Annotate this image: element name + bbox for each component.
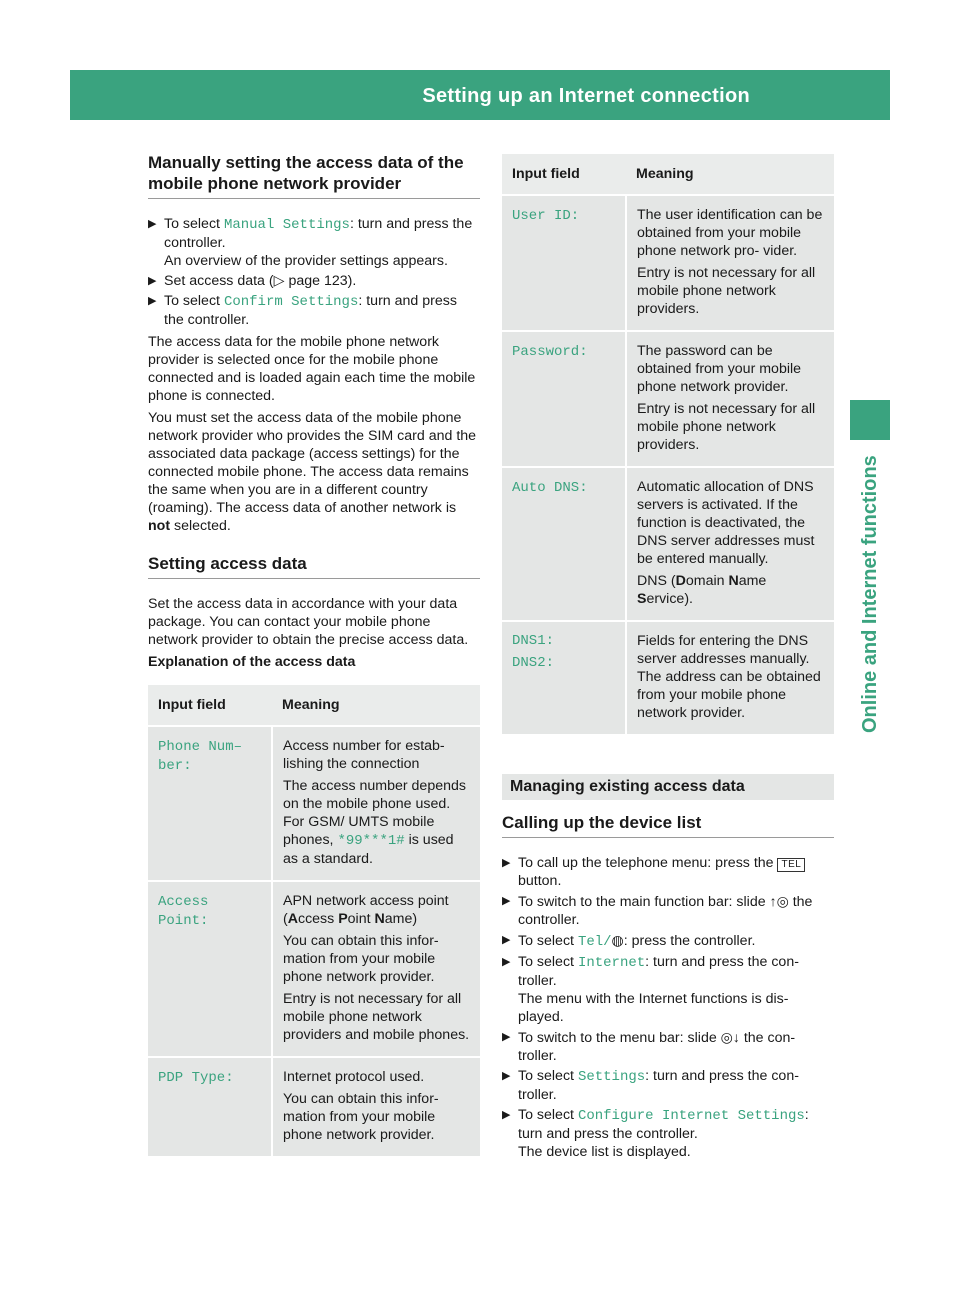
field-user-id: User ID: — [512, 208, 580, 224]
paragraph-access-data-loaded: The access data for the mobile phone network provider is selected once for the mobile phone connected and is loaded again each time the mobile phone is connected. — [148, 334, 476, 404]
step-select-tel: ▶ To select Tel/◍: press the controller. — [502, 932, 756, 950]
step-confirm-settings: ▶ To select Confirm Settings: turn and press the controller. — [148, 293, 457, 328]
table-row: User ID: The user identification can be obtained from your mobile phone network pro- vider. Entry is not necessary for all mobile phone network providers. — [502, 195, 834, 331]
step-result: The device list is displayed. — [518, 1144, 691, 1160]
field-password: Password: — [512, 344, 588, 360]
step-arrow-icon: ▶ — [502, 895, 511, 907]
header-divider — [902, 80, 904, 116]
step-arrow-icon: ▶ — [502, 956, 511, 968]
side-tab-marker — [850, 400, 890, 440]
column-header-meaning: Meaning — [626, 154, 834, 195]
access-data-table — [148, 685, 480, 1158]
running-header-title: Setting up an Internet connection — [422, 85, 750, 107]
tel-button-icon: TEL — [777, 858, 805, 872]
step-arrow-icon: ▶ — [502, 857, 511, 869]
menu-item-confirm-settings: Confirm Settings — [223, 294, 359, 310]
table-row: Password: The password can be obtained from your mobile phone network provider. Entry is not necessary for all mobile phone network providers. — [502, 331, 834, 467]
field-pdp-type: PDP Type: — [158, 1070, 234, 1086]
field-access-point: Access Point: — [158, 894, 209, 929]
step-arrow-icon: ▶ — [502, 1109, 511, 1121]
step-menu-bar: ▶ To switch to the menu bar: slide ◎↓ the con- troller. — [502, 1029, 796, 1064]
step-open-telephone-menu: ▶ To call up the telephone menu: press the TEL button. — [502, 854, 834, 890]
menu-item-tel: Tel/ — [577, 934, 612, 950]
step-select-settings: ▶ To select Settings: turn and press the con- troller. — [502, 1068, 799, 1103]
section-title-manual-settings: Manually setting the access data of the mobile phone network provider — [148, 152, 480, 199]
step-arrow-icon: ▶ — [148, 295, 157, 307]
step-arrow-icon: ▶ — [148, 218, 157, 230]
field-dns2: DNS2: — [512, 655, 555, 671]
controller-slide-down-icon: ◎↓ — [720, 1029, 740, 1045]
section-heading-managing-access-data: Managing existing access data — [502, 774, 834, 800]
step-result: The menu with the Internet functions is dis- played. — [518, 991, 789, 1025]
step-configure-internet-settings: ▶ To select Configure Internet Settings: turn and press the controller. The device list is displayed. — [502, 1106, 834, 1161]
step-main-function-bar: ▶ To switch to the main function bar: slide ↑◎ the controller. — [502, 893, 813, 928]
header-bar — [70, 70, 946, 120]
table-header-row — [502, 154, 834, 195]
paragraph-set-access-data: You must set the access data of the mobile phone network provider who provides the SIM card and the associated data package (access settings) for the connected mobile phone. The access data remains the same when you are in a different country (roaming). The access data of another network is not selected. — [148, 410, 477, 534]
table-header-row — [148, 685, 480, 726]
globe-icon: ◍ — [611, 932, 624, 948]
table-row: Auto DNS: Automatic allocation of DNS servers is activated. If the function is deactivated, the DNS server addresses must be entered manually. DNS (Domain Name Service). — [502, 467, 834, 621]
access-data-table-continued — [502, 154, 834, 736]
menu-item-manual-settings: Manual Settings — [223, 217, 350, 233]
table-caption: Explanation of the access data — [148, 654, 356, 670]
step-arrow-icon: ▶ — [148, 275, 157, 287]
field-phone-number: Phone Num– ber: — [158, 739, 243, 774]
menu-item-settings: Settings — [577, 1069, 646, 1085]
step-select-internet: ▶ To select Internet: turn and press the con- troller. The menu with the Internet functions is dis- played. — [502, 953, 834, 1026]
field-dns1: DNS1: — [512, 633, 555, 649]
column-header-input-field: Input field — [502, 154, 626, 195]
section-title-setting-access-data: Setting access data — [148, 553, 480, 579]
step-set-access-data: ▶ Set access data (▷ page 123). — [148, 273, 357, 289]
controller-slide-up-icon: ↑◎ — [769, 893, 789, 909]
dial-code: *99***1# — [337, 833, 405, 849]
step-result: An overview of the provider settings appears. — [164, 253, 448, 269]
table-row: DNS1: DNS2: Fields for entering the DNS server addresses manually. The address can be obtained from your mobile phone network provider. — [502, 621, 834, 735]
table-row: Access Point: APN network access point (Access Point Name) You can obtain this infor- mation from your mobile phone network provider. Entry is not necessary for all mobile phone network providers and mobile phones. — [148, 881, 480, 1057]
right-column — [502, 154, 834, 1163]
menu-item-configure-internet-settings: Configure Internet Settings — [577, 1108, 805, 1124]
field-auto-dns: Auto DNS: — [512, 480, 588, 496]
section-title-device-list: Calling up the device list — [502, 812, 834, 838]
column-header-input-field: Input field — [148, 685, 272, 726]
side-tab-label: Online and Internet functions — [859, 455, 881, 733]
step-arrow-icon: ▶ — [502, 934, 511, 946]
step-select-manual-settings: ▶ To select Manual Settings: turn and press the controller. An overview of the provider settings appears. — [148, 215, 480, 270]
step-arrow-icon: ▶ — [502, 1070, 511, 1082]
table-row: PDP Type: Internet protocol used. You can obtain this infor- mation from your mobile phone network provider. — [148, 1057, 480, 1157]
column-header-meaning: Meaning — [272, 685, 480, 726]
table-row: Phone Num– ber: Access number for estab- lishing the connection The access number depends on the mobile phone used. For GSM/ UMTS mobile phones, *99***1# is used as a standard. — [148, 726, 480, 881]
step-arrow-icon: ▶ — [502, 1031, 511, 1043]
left-column — [148, 152, 480, 1158]
paragraph-access-data-package: Set the access data in accordance with your data package. You can contact your mobile phone network provider to obtain the precise access data. — [148, 596, 469, 648]
page-number: 123 — [914, 85, 946, 106]
menu-item-internet: Internet — [577, 955, 646, 971]
